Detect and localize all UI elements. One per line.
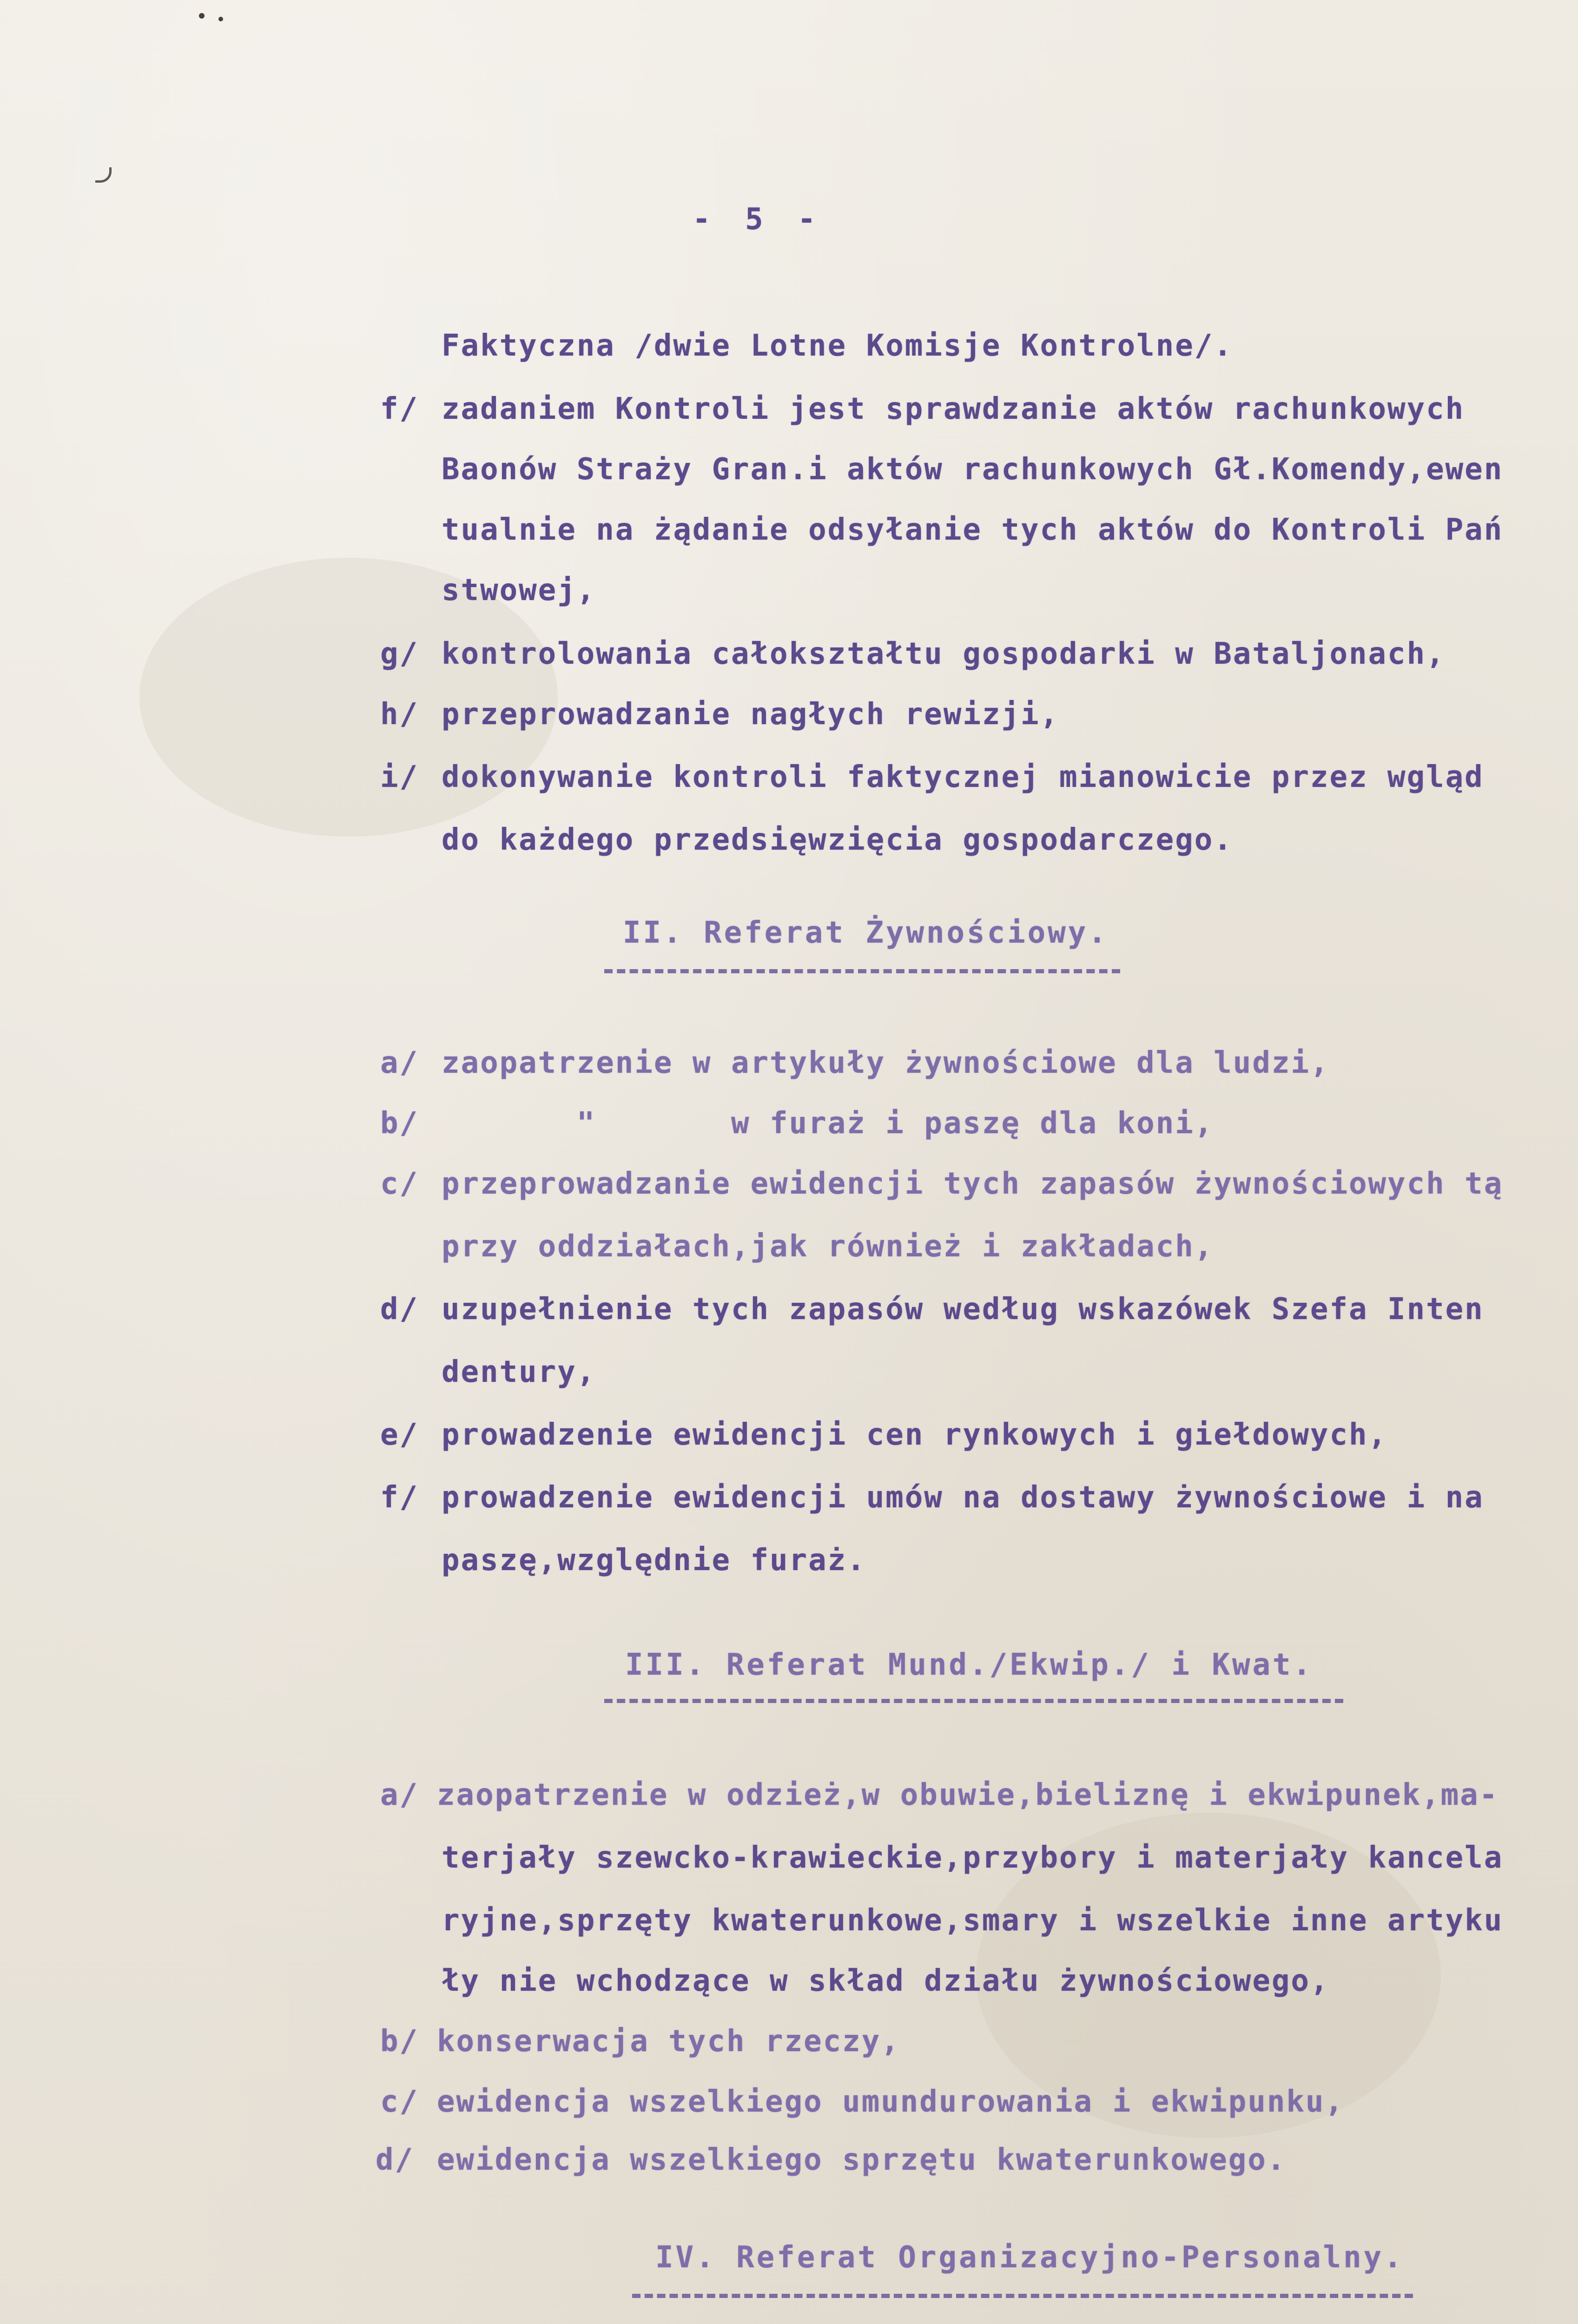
item-marker: g/ bbox=[380, 637, 419, 671]
item-line: przeprowadzanie ewidencji tych zapasów żywnościowych tą bbox=[442, 1167, 1504, 1201]
item-marker: b/ bbox=[380, 2024, 419, 2059]
item-line: dokonywanie kontroli faktycznej mianowicie przez wgląd bbox=[442, 760, 1484, 794]
item-marker: h/ bbox=[380, 697, 419, 732]
item-marker: b/ bbox=[380, 1106, 419, 1141]
item-line: prowadzenie ewidencji cen rynkowych i giełdowych, bbox=[442, 1418, 1388, 1452]
item-marker: f/ bbox=[380, 1480, 419, 1515]
item-line: Baonów Straży Gran.i aktów rachunkowych Gł.Komendy,ewen bbox=[442, 452, 1504, 487]
section-heading: III. Referat Mund./Ekwip./ i Kwat. bbox=[625, 1648, 1314, 1682]
item-line: ewidencja wszelkiego umundurowania i ekwipunku, bbox=[437, 2085, 1344, 2119]
item-line: zaopatrzenie w odzież,w obuwie,bieliznę i ekwipunek,ma- bbox=[437, 1778, 1499, 1812]
item-line: przy oddziałach,jak również i zakładach, bbox=[442, 1229, 1214, 1264]
heading-underline bbox=[632, 2294, 1413, 2298]
item-marker: i/ bbox=[380, 760, 419, 794]
item-line: terjały szewcko-krawieckie,przybory i materjały kancela bbox=[442, 1841, 1504, 1875]
item-line: prowadzenie ewidencji umów na dostawy żywnościowe i na bbox=[442, 1480, 1484, 1515]
opening-line: Faktyczna /dwie Lotne Komisje Kontrolne/. bbox=[442, 329, 1233, 363]
item-marker: a/ bbox=[380, 1778, 419, 1812]
ink-speck bbox=[199, 13, 205, 19]
item-marker: d/ bbox=[376, 2143, 415, 2177]
item-line: " w furaż i paszę dla koni, bbox=[442, 1106, 1214, 1141]
item-line: do każdego przedsięwzięcia gospodarczego. bbox=[442, 823, 1233, 857]
item-line: ryjne,sprzęty kwaterunkowe,smary i wszelkie inne artyku bbox=[442, 1903, 1504, 1938]
section-heading: II. Referat Żywnościowy. bbox=[623, 916, 1109, 950]
item-line: uzupełnienie tych zapasów według wskazówek Szefa Inten bbox=[442, 1292, 1484, 1327]
section-heading: IV. Referat Organizacyjno-Personalny. bbox=[655, 2240, 1404, 2275]
item-line: tualnie na żądanie odsyłanie tych aktów do Kontroli Pań bbox=[442, 513, 1504, 547]
item-line: stwowej, bbox=[442, 573, 596, 607]
item-marker: d/ bbox=[380, 1292, 419, 1327]
item-line: paszę,względnie furaż. bbox=[442, 1543, 866, 1578]
item-line: kontrolowania całokształtu gospodarki w Bataljonach, bbox=[442, 637, 1446, 671]
item-line: przeprowadzanie nagłych rewizji, bbox=[442, 697, 1059, 732]
corner-pencil-mark bbox=[95, 167, 112, 183]
ink-speck bbox=[218, 17, 223, 21]
item-line: zadaniem Kontroli jest sprawdzanie aktów rachunkowych bbox=[442, 392, 1465, 426]
item-line: zaopatrzenie w artykuły żywnościowe dla ludzi, bbox=[442, 1046, 1330, 1080]
item-marker: f/ bbox=[380, 392, 419, 426]
item-line: dentury, bbox=[442, 1355, 596, 1389]
page-number: - 5 - bbox=[693, 202, 824, 237]
item-line: konserwacja tych rzeczy, bbox=[437, 2024, 900, 2059]
heading-underline bbox=[604, 1699, 1343, 1703]
item-line: ły nie wchodzące w skład działu żywnościowego, bbox=[442, 1964, 1330, 1998]
item-marker: c/ bbox=[380, 1167, 419, 1201]
heading-underline bbox=[604, 969, 1120, 973]
item-marker: e/ bbox=[380, 1418, 419, 1452]
item-line: ewidencja wszelkiego sprzętu kwaterunkowego. bbox=[437, 2143, 1287, 2177]
item-marker: a/ bbox=[380, 1046, 419, 1080]
item-marker: c/ bbox=[380, 2085, 419, 2119]
